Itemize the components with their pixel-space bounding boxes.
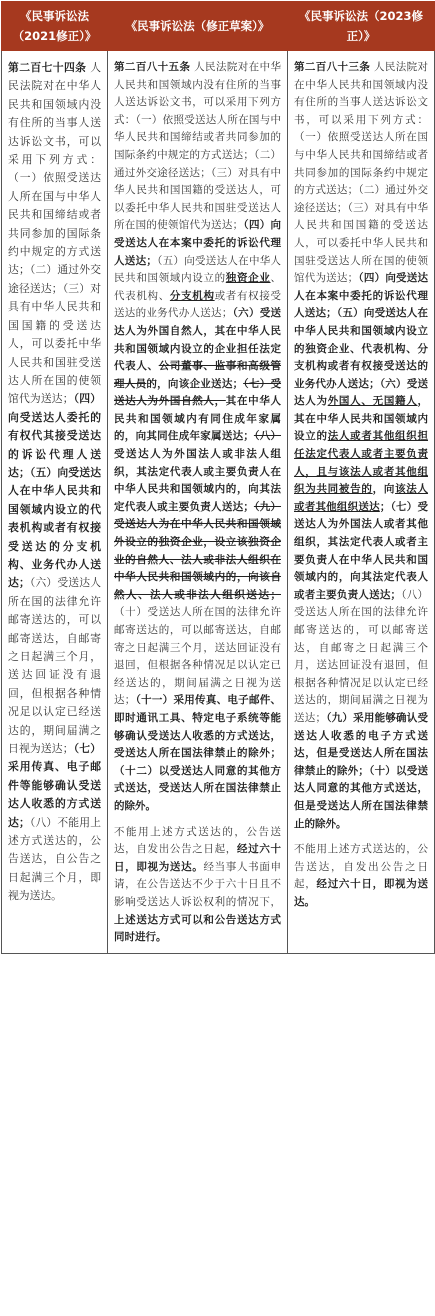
text-segment: ，其在中华人民共和国领域内设立的 xyxy=(294,395,429,443)
header-draft: 《民事诉讼法（修正草案）》 xyxy=(108,2,288,51)
text-segment: 公司董事、监事和高级管理人员 xyxy=(114,360,282,390)
text-segment: （六）受送达人为外国自然人，其在中华人民共和国领域内设立的企业担任法定代表人、 xyxy=(114,307,282,373)
text-segment: 第二百七十四条 xyxy=(8,61,87,74)
text-segment: 经过六十日，即视为送达。 xyxy=(114,843,282,873)
text-segment: 不能用上述方式送达的，公告送达，自发出公告之日起， xyxy=(294,843,428,891)
text-segment: （九）采用能够确认受送达人收悉的电子方式送达，但是受送达人所在国法律禁止的除外；（十）以受送达人同意的其他方式送达，但是受送达人所在国法律禁止的除外。 xyxy=(294,711,429,830)
text-segment: 人民法院对在中华人民共和国领域内没有住所的当事人送达诉讼文书，可以采用下列方式：（一）依照受送达人所在国与中华人民共和国缔结或者共同参加的国际条约中规定的方式送达；（二）通过外交途径送达；（三）对具有中华人民共和国国籍的受送达人，可以委托中华人民共和国驻受送达人所在国的使领馆代为送达； xyxy=(294,61,428,285)
text-segment: ，向 xyxy=(372,483,396,496)
text-segment: 不能用上述方式送达的，公告送达，自发出公告之日起， xyxy=(114,825,281,856)
text-segment: 上述送达方式可以和公告送达方式同时进行。 xyxy=(114,913,281,944)
header-row xyxy=(2,2,435,51)
comparison-table xyxy=(1,1,435,954)
text-segment: （七）采用传真、电子邮件等能够确认受送达人收悉的方式送达； xyxy=(8,742,101,829)
text-segment: 人民法院对在中华人民共和国领域内没有住所的当事人送达诉讼文书，可以采用下列方式：（一）依照受送达人所在国与中华人民共和国缔结或者共同参加的国际条约中规定的方式送达；（二）通过外交途径送达；（三）对具有中华人民共和国国籍的受送达人，可以委托中华人民共和国驻受送达人所在国的使领馆代为送达； xyxy=(8,61,102,406)
text-segment: 外国人、无国籍人 xyxy=(327,395,418,408)
text-segment: 人民法院对在中华人民共和国领域内没有住所的当事人送达诉讼文书，可以采用下列方式：（一）依照受送达人所在国与中华人民共和国缔结或者共同参加的国际条约中规定的方式送达；（二）通过外交途径送达；（三）对具有中华人民共和国国籍的受送达人，可以委托中华人民共和国驻受送达人所在国的使领馆代为送达； xyxy=(114,61,281,232)
text-segment: （八）不能用上述方式送达的，公告送达，自公告之日起满三个月，即视为送达。 xyxy=(8,815,101,903)
text-segment: （七）受送达人为外国自然人， xyxy=(114,377,282,408)
text-segment: 该法人或者其他组织送达 xyxy=(294,483,429,513)
header-2021: 《民事诉讼法（2021修正）》 xyxy=(2,2,108,51)
paragraph xyxy=(294,59,428,833)
column-2021-text xyxy=(2,51,108,954)
text-segment: 第二百八十五条 xyxy=(114,61,191,73)
text-segment: （八） xyxy=(253,430,282,443)
column-draft-text xyxy=(108,51,288,954)
text-segment: （六）受送达人所在国的法律允许邮寄送达的，可以邮寄送达，自邮寄之日起满三个月，送达回证没有退回，但根据各种情况足以认定已经送达的，期间届满之日视为送达； xyxy=(8,576,101,756)
paragraph xyxy=(8,59,101,906)
text-segment: 法人或者其他组织担任法定代表人或者主要负责人，且与该法人或者其他组织为共同被告的 xyxy=(294,430,429,496)
text-segment: 其在中华人民共和国领域内有同住成年家属的，向其同住成年家属送达； xyxy=(114,395,282,443)
text-segment: （九）受送达人为在中华人民共和国领域外设立的独资企业，设立该独资企业的自然人、法人或非法人组织在中华人民共和国领域内的，向该自然人、法人或非法人组织送达； xyxy=(114,500,282,601)
text-segment: 、代表机构、 xyxy=(114,272,282,302)
text-segment: 的，向该企业送达； xyxy=(146,377,244,390)
text-segment: 第二百八十三条 xyxy=(294,61,371,73)
text-segment: ；（七）受送达人为外国法人或者其他组织，其法定代表人或者主要负责人在中华人民共和国领域内的，向其法定代表人或者主要负责人送达； xyxy=(294,500,429,601)
text-segment: 独资企业 xyxy=(225,272,271,285)
column-2023-text xyxy=(288,51,435,954)
content-row xyxy=(2,51,435,954)
text-segment: （五）向受送达人在中华人民共和国领域内设立的 xyxy=(114,254,282,285)
text-segment: 经过六十日，即视为送达。 xyxy=(294,878,429,908)
paragraph xyxy=(114,824,281,947)
text-segment: 受送达人为外国法人或非法人组织，其法定代表人或主要负责人在中华人民共和国领域内的，向其法定代表人或主要负责人送达； xyxy=(114,448,281,513)
paragraph xyxy=(114,59,281,816)
header-2023: 《民事诉讼法（2023修正）》 xyxy=(288,2,435,51)
text-segment: （四）向受送达人在本案中委托的诉讼代理人送达；（五）向受送达人在中华人民共和国领域内设立的独资企业、代表机构、分支机构或者有权接受送达的业务代办人送达；（六）受送达人为 xyxy=(294,272,429,408)
text-segment: （十一）采用传真、电子邮件、即时通讯工具、特定电子系统等能够确认受送达人收悉的方式送达，受送达人所在国法律禁止的除外；（十二）以受送达人同意的其他方式送达，受送达人所在国法律禁止的除外。 xyxy=(114,694,282,812)
text-segment: 分支机构 xyxy=(169,289,215,302)
paragraph xyxy=(294,841,428,911)
text-segment: （四）向受送达人在本案中委托的诉讼代理人送达； xyxy=(114,219,282,267)
text-segment: （十）受送达人所在国的法律允许邮寄送达的，可以邮寄送达，自邮寄之日起满三个月，送达回证没有退回，但根据各种情况足以认定已经送达的，期间届满之日视为送达； xyxy=(114,606,281,707)
text-segment: 经当事人书面申请，在公告送达不少于六十日且不影响受送达人诉讼权利的情况下， xyxy=(114,860,282,908)
text-segment: （四）向受送达人委托的有权代其接受送达的诉讼代理人送达；（五）向受送达人在中华人民共和国领域内设立的代表机构或者有权接受送达的分支机构、业务代办人送达； xyxy=(8,392,101,590)
text-segment: （八）受送达人所在国的法律允许邮寄送达的，可以邮寄送达，自邮寄之日起满三个月，送达回证没有退回，但根据各种情况足以认定已经送达的，期间届满之日视为送达； xyxy=(294,588,428,724)
text-segment: 或者有权接受送达的业务代办人送达； xyxy=(114,289,282,320)
